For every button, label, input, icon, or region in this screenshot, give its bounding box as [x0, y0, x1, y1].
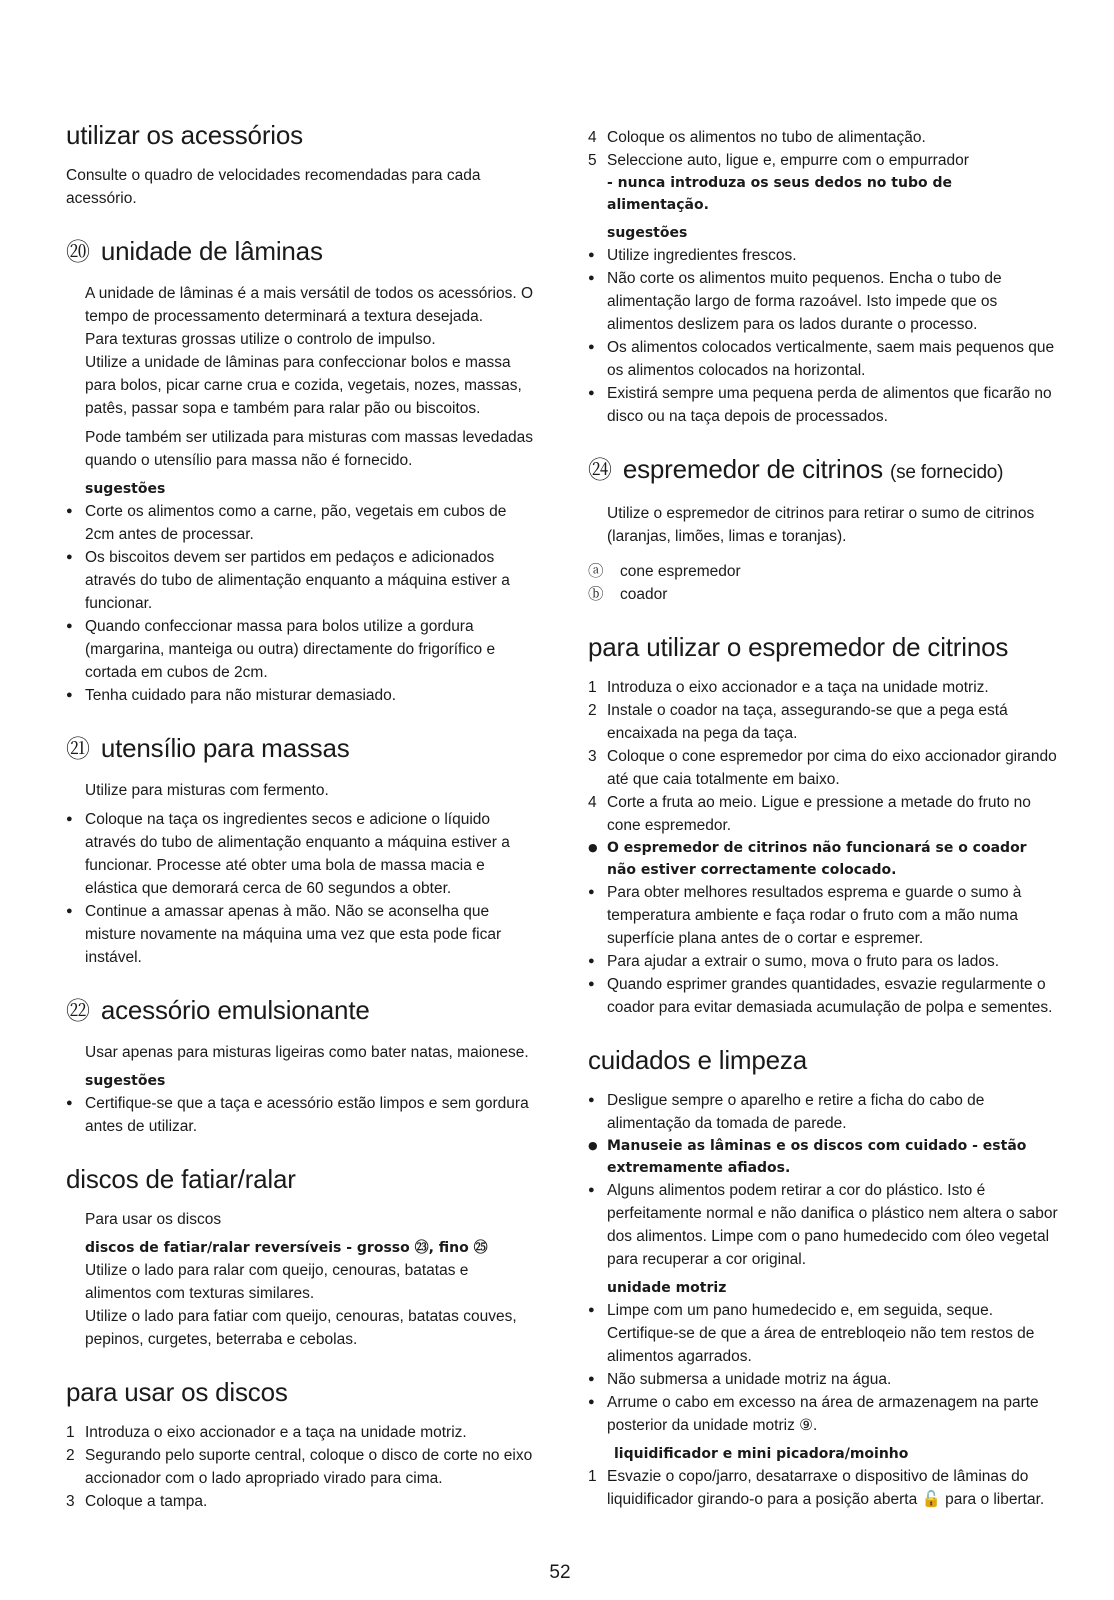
- part-label-b: ⓑ coador: [588, 586, 668, 603]
- heading-text: acessório emulsionante: [100, 995, 370, 1025]
- paragraph: Consulte o quadro de velocidades recomendadas para cada acessório.: [66, 167, 481, 207]
- numbered-list: [588, 126, 1058, 172]
- heading-text: espremedor de citrinos: [622, 454, 883, 484]
- list-item: 1 Esvazie o copo/jarro, desatarraxe o dispositivo de lâminas do liquidificador girando-o para a posição aberta 🔓 para o libertar.: [588, 1468, 1045, 1508]
- left-column: [66, 120, 536, 1513]
- list-item: 2 Instale o coador na taça, assegurando-se que a pega está encaixada na pega da taça.: [588, 702, 1008, 742]
- heading-cuidados-limpeza: cuidados e limpeza: [588, 1045, 807, 1075]
- numbered-list: [588, 676, 1058, 837]
- numbered-list: [66, 1421, 536, 1513]
- list-item: 3 Coloque o cone espremedor por cima do eixo accionador girando até que caia totalmente em baixo.: [588, 748, 1057, 788]
- heading-espremedor-citrinos: [588, 454, 1058, 488]
- list-item: ● Desligue sempre o aparelho e retire a ficha do cabo de alimentação da tomada de parede.: [588, 1089, 1058, 1135]
- list-item: ● Alguns alimentos podem retirar a cor do plástico. Isto é perfeitamente normal e não danifica o plástico nem altera o sabor dos alimentos. Limpe com o pano humedecido com óleo vegetal para recuperar a cor original.: [588, 1179, 1058, 1271]
- paragraph: Utilize o lado para fatiar com queijo, cenouras, batatas couves, pepinos, curgetes, beterraba e cebolas.: [85, 1308, 517, 1348]
- list-item: ● Quando confeccionar massa para bolos utilize a gordura (margarina, manteiga ou outra) directamente do frigorífico e cortada em cubos de 2cm.: [66, 615, 536, 684]
- list-item: ● Arrume o cabo em excesso na área de armazenagem na parte posterior da unidade motriz ⑨.: [588, 1391, 1058, 1437]
- list-item: ● Existirá sempre uma pequena perda de alimentos que ficarão no disco ou na taça depois de processados.: [588, 382, 1058, 428]
- item-number: ㉔: [588, 457, 612, 484]
- paragraph: Utilize a unidade de lâminas para confeccionar bolos e massa para bolos, picar carne crua e cozida, vegetais, nozes, massas, patês, passar sopa e também para ralar pão ou biscoitos.: [85, 354, 522, 417]
- list-item: ● O espremedor de citrinos não funcionará se o coador não estiver correctamente colocado.: [588, 837, 1058, 881]
- list-item: 5 Seleccione auto, ligue e, empurre com o empurrador: [588, 152, 969, 169]
- item-number: ㉒: [66, 998, 90, 1025]
- heading-unidade-laminas: [66, 236, 536, 268]
- list-item: ● Os alimentos colocados verticalmente, saem mais pequenos que os alimentos colocados na horizontal.: [588, 336, 1058, 382]
- list-item: ● Manuseie as lâminas e os discos com cuidado - estão extremamente afiados.: [588, 1135, 1058, 1179]
- list-item: ● Continue a amassar apenas à mão. Não se aconselha que misture novamente na máquina uma vez que esta pode ficar instável.: [66, 900, 536, 969]
- list-item: ● Os biscoitos devem ser partidos em pedaços e adicionados através do tubo de alimentação enquanto a máquina estiver a funcionar.: [66, 546, 536, 615]
- list-item: ● Utilize ingredientes frescos.: [588, 244, 1058, 267]
- paragraph: Utilize o lado para ralar com queijo, cenouras, batatas e alimentos com texturas similares.: [85, 1262, 469, 1302]
- heading-utilizar-espremedor: para utilizar o espremedor de citrinos: [588, 632, 1009, 662]
- list-item: ● Certifique-se que a taça e acessório estão limpos e sem gordura antes de utilizar.: [66, 1092, 536, 1138]
- paragraph: Usar apenas para misturas ligeiras como bater natas, maionese.: [85, 1044, 529, 1061]
- subheading-sugestoes: sugestões: [607, 225, 688, 241]
- item-number: ⑳: [66, 239, 90, 266]
- heading-discos: discos de fatiar/ralar: [66, 1164, 296, 1194]
- list-item: 3 Coloque a tampa.: [66, 1493, 208, 1510]
- bullet-list: [66, 1092, 536, 1138]
- list-item: ● Para obter melhores resultados esprema e guarde o sumo à temperatura ambiente e faça rodar o fruto com a mão numa superfície plana antes de o cortar e espremer.: [588, 881, 1058, 950]
- item-number: ㉑: [66, 736, 90, 763]
- page-number: 52: [549, 1562, 571, 1583]
- bullet-list: [588, 1089, 1058, 1271]
- paragraph: Para usar os discos: [85, 1211, 222, 1228]
- subheading-discos-reversiveis: discos de fatiar/ralar reversíveis - grosso ㉓, fino ㉕: [85, 1240, 488, 1256]
- bullet-list: [588, 1299, 1058, 1437]
- list-item: ● Tenha cuidado para não misturar demasiado.: [66, 684, 536, 707]
- paragraph: A unidade de lâminas é a mais versátil de todos os acessórios. O tempo de processamento determinará a textura desejada.: [85, 285, 534, 325]
- subheading-liquidificador: liquidificador e mini picadora/moinho: [614, 1446, 909, 1462]
- heading-text: unidade de lâminas: [100, 236, 323, 266]
- paragraph: Pode também ser utilizada para misturas com massas levedadas quando o utensílio para massa não é fornecido.: [85, 429, 533, 469]
- list-item: 4 Coloque os alimentos no tubo de alimentação.: [588, 129, 926, 146]
- list-item: ● Limpe com um pano humedecido e, em seguida, seque. Certifique-se de que a área de entrebloqeio não tem restos de alimentos agarrados.: [588, 1299, 1058, 1368]
- bullet-list: [66, 500, 536, 707]
- warning-text: - nunca introduza os seus dedos no tubo de alimentação.: [607, 175, 952, 213]
- list-item: 1 Introduza o eixo accionador e a taça na unidade motriz.: [66, 1424, 467, 1441]
- right-column: [588, 126, 1058, 1511]
- list-item: ● Coloque na taça os ingredientes secos e adicione o líquido através do tubo de alimentação enquanto a máquina estiver a funcionar. Processe até obter uma bola de massa macia e elástica que demorará cerca de 60 segundos a obter.: [66, 808, 536, 900]
- heading-note: (se fornecido): [889, 462, 1004, 483]
- list-item: ● Corte os alimentos como a carne, pão, vegetais em cubos de 2cm antes de processar.: [66, 500, 536, 546]
- heading-usar-discos: para usar os discos: [66, 1377, 288, 1407]
- heading-acessorio-emulsionante: [66, 995, 536, 1027]
- list-item: ● Não corte os alimentos muito pequenos. Encha o tubo de alimentação largo de forma razoável. Isto impede que os alimentos deslizem para os lados durante o processo.: [588, 267, 1058, 336]
- part-label-a: ⓐ cone espremedor: [588, 563, 741, 580]
- list-item: ● Não submersa a unidade motriz na água.: [588, 1368, 1058, 1391]
- subheading-sugestoes: sugestões: [85, 1073, 166, 1089]
- bullet-list: [588, 837, 1058, 1019]
- numbered-list: [588, 1465, 1058, 1511]
- paragraph: Utilize o espremedor de citrinos para retirar o sumo de citrinos (laranjas, limões, limas e toranjas).: [607, 505, 1035, 545]
- list-item: 4 Corte a fruta ao meio. Ligue e pressione a metade do fruto no cone espremedor.: [588, 794, 1031, 834]
- bullet-list: [66, 808, 536, 969]
- heading-text: utensílio para massas: [100, 733, 350, 763]
- subheading-sugestoes: sugestões: [85, 481, 166, 497]
- paragraph: Utilize para misturas com fermento.: [85, 782, 329, 799]
- subheading-unidade-motriz: unidade motriz: [607, 1280, 727, 1296]
- list-item: ● Para ajudar a extrair o sumo, mova o fruto para os lados.: [588, 950, 1058, 973]
- heading-utilizar-acessorios: utilizar os acessórios: [66, 120, 303, 150]
- bullet-list: [588, 244, 1058, 428]
- paragraph: Para texturas grossas utilize o controlo de impulso.: [85, 331, 436, 348]
- list-item: 1 Introduza o eixo accionador e a taça na unidade motriz.: [588, 679, 989, 696]
- heading-utensilio-massas: [66, 733, 536, 765]
- list-item: ● Quando esprimer grandes quantidades, esvazie regularmente o coador para evitar demasiada acumulação de polpa e sementes.: [588, 973, 1058, 1019]
- list-item: 2 Segurando pelo suporte central, coloque o disco de corte no eixo accionador com o lado apropriado virado para cima.: [66, 1447, 533, 1487]
